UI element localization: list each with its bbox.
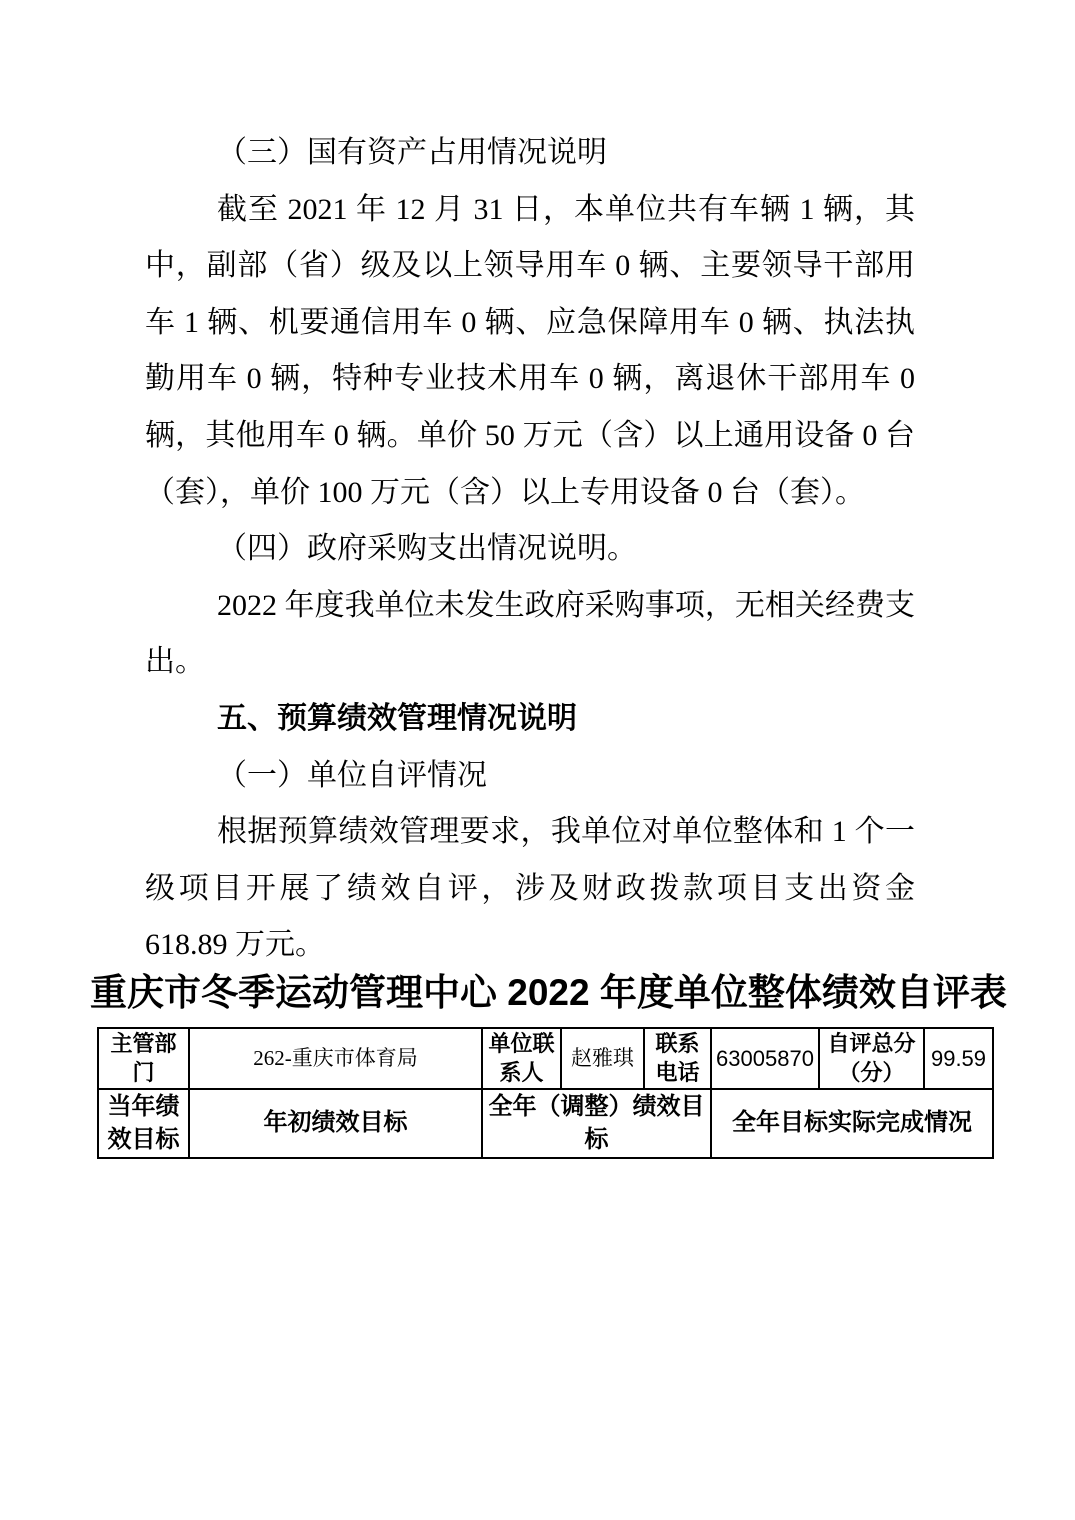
- cell-contact-label: 单位联系人: [482, 1028, 561, 1089]
- cell-supervisor-value: 262-重庆市体育局: [189, 1028, 482, 1089]
- paragraph-procurement: 2022 年度我单位未发生政府采购事项，无相关经费支出。: [145, 588, 915, 679]
- performance-table-title: 重庆市冬季运动管理中心 2022 年度单位整体绩效自评表: [90, 972, 1007, 1013]
- performance-self-evaluation-table: [97, 1027, 994, 1159]
- cell-initial-goal-label: 年初绩效目标: [189, 1089, 482, 1158]
- table-row: [98, 1089, 993, 1158]
- cell-supervisor-label: 主管部门: [98, 1028, 189, 1089]
- heading-section-4: （四）政府采购支出情况说明。: [217, 532, 637, 566]
- cell-year-goal-label: 当年绩效目标: [98, 1089, 189, 1158]
- heading-section-3: （三）国有资产占用情况说明: [217, 136, 607, 169]
- cell-adjusted-goal-label: 全年（调整）绩效目标: [482, 1089, 711, 1158]
- cell-score-label: 自评总分（分）: [819, 1028, 924, 1089]
- cell-phone-label: 联系电话: [644, 1028, 711, 1089]
- heading-section-5: 五、预算绩效管理情况说明: [217, 701, 577, 735]
- heading-section-5-1: （一）单位自评情况: [217, 758, 487, 792]
- cell-score-value: 99.59: [924, 1028, 993, 1089]
- table-row: [98, 1028, 993, 1089]
- document-body: [145, 125, 915, 974]
- cell-completion-label: 全年目标实际完成情况: [711, 1089, 993, 1158]
- paragraph-state-assets: 截至 2021 年 12 月 31 日，本单位共有车辆 1 辆，其中，副部（省）级及以上领导用车 0 辆、主要领导干部用车 1 辆、机要通信用车 0 辆、应急保障用车 0 辆、执法执勤用车 0 辆，特种专业技术用车 0 辆，离退休干部用车 0 辆，其他用车 0 辆。单价 50 万元（含）以上通用设备 0 台（套），单价 100 万元（含）以上专用设备 0 台（套）。: [145, 192, 915, 509]
- paragraph-self-evaluation: 根据预算绩效管理要求，我单位对单位整体和 1 个一级项目开展了绩效自评，涉及财政拨款项目支出资金 618.89 万元。: [145, 815, 915, 962]
- cell-contact-value: 赵雅琪: [561, 1028, 644, 1089]
- cell-phone-value: 63005870: [711, 1028, 819, 1089]
